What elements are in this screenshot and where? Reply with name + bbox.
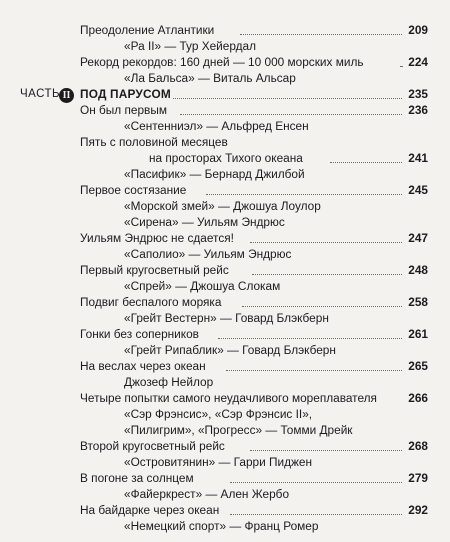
page-number: 248 bbox=[408, 263, 428, 277]
entry-title: Он был первым bbox=[80, 103, 167, 117]
part-title: ПОД ПАРУСОМ bbox=[80, 87, 171, 101]
entry-subtitle: «Грейт Рипаблик» — Говард Блэкберн bbox=[124, 343, 336, 357]
page-number: 235 bbox=[408, 87, 428, 101]
toc-entry-subtitle bbox=[0, 198, 450, 214]
entry-title: Преодоление Атлантики bbox=[80, 23, 215, 37]
page-number: 241 bbox=[408, 151, 428, 165]
toc-entry-subtitle bbox=[0, 374, 450, 390]
toc-entry-subtitle bbox=[0, 454, 450, 470]
part-heading bbox=[0, 86, 450, 102]
toc-entry-subtitle bbox=[0, 486, 450, 502]
toc-entry bbox=[0, 326, 450, 342]
toc-entry-subtitle bbox=[0, 246, 450, 262]
dot-leader bbox=[206, 194, 402, 195]
toc-entry bbox=[0, 438, 450, 454]
toc-entry bbox=[0, 358, 450, 374]
toc-entry-continued bbox=[0, 150, 450, 166]
dot-leader bbox=[250, 450, 402, 451]
toc-entry-subtitle bbox=[0, 278, 450, 294]
toc-entry bbox=[0, 470, 450, 486]
dot-leader bbox=[252, 274, 402, 275]
entry-subtitle: «Сэр Фрэнсис», «Сэр Фрэнсис II», bbox=[124, 407, 313, 421]
entry-subtitle: «Пилигрим», «Прогресс» — Томми Дрейк bbox=[124, 423, 353, 437]
toc-entry-subtitle bbox=[0, 38, 450, 54]
entry-subtitle: Джозеф Нейлор bbox=[124, 375, 214, 389]
entry-title: На байдарке через океан bbox=[80, 503, 220, 517]
page-number: 209 bbox=[408, 23, 428, 37]
entry-subtitle: «Грейт Вестерн» — Говард Блэкберн bbox=[124, 311, 329, 325]
entry-title-continued: на просторах Тихого океана bbox=[149, 151, 303, 165]
entry-subtitle: «Ра II» — Тур Хейердал bbox=[124, 39, 257, 53]
entry-subtitle: «Спрей» — Джошуа Слокам bbox=[124, 279, 281, 293]
page-number: 292 bbox=[408, 503, 428, 517]
toc-entry bbox=[0, 102, 450, 118]
dot-leader bbox=[400, 66, 402, 67]
dot-leader bbox=[242, 306, 402, 307]
page-number: 247 bbox=[408, 231, 428, 245]
part-number-badge: II bbox=[59, 88, 74, 103]
entry-title: Рекорд рекордов: 160 дней — 10 000 морских миль bbox=[80, 55, 364, 69]
dot-leader bbox=[250, 242, 402, 243]
entry-subtitle: «Островитянин» — Гарри Пиджен bbox=[124, 455, 313, 469]
toc-entry bbox=[0, 134, 450, 150]
toc-entry-subtitle bbox=[0, 518, 450, 534]
page-number: 258 bbox=[408, 295, 428, 309]
page-number: 268 bbox=[408, 439, 428, 453]
dot-leader bbox=[330, 162, 402, 163]
entry-title: Пять с половиной месяцев bbox=[80, 135, 228, 149]
part-label: ЧАСТЬ bbox=[20, 88, 61, 100]
dot-leader bbox=[240, 34, 402, 35]
entry-subtitle: «Сентенниэл» — Альфред Енсен bbox=[124, 119, 309, 133]
dot-leader bbox=[230, 482, 402, 483]
entry-subtitle: «Сирена» — Уильям Эндрюс bbox=[124, 215, 285, 229]
toc-entry bbox=[0, 54, 450, 70]
toc-entry bbox=[0, 294, 450, 310]
page-number: 279 bbox=[408, 471, 428, 485]
toc-entry bbox=[0, 22, 450, 38]
entry-subtitle: «Морской змей» — Джошуа Лоулор bbox=[124, 199, 321, 213]
entry-title: Второй кругосветный рейс bbox=[80, 439, 225, 453]
entry-subtitle: «Файеркрест» — Ален Жербо bbox=[124, 487, 290, 501]
page-number: 224 bbox=[408, 55, 428, 69]
page-number: 261 bbox=[408, 327, 428, 341]
entry-title: Первый кругосветный рейс bbox=[80, 263, 229, 277]
toc-entry-subtitle bbox=[0, 70, 450, 86]
entry-subtitle: «Пасифик» — Бернард Джилбой bbox=[124, 167, 305, 181]
entry-title: Гонки без соперников bbox=[80, 327, 199, 341]
toc-entry bbox=[0, 390, 450, 406]
dot-leader bbox=[166, 98, 402, 99]
toc-entry-subtitle bbox=[0, 422, 450, 438]
page-number: 245 bbox=[408, 183, 428, 197]
entry-title: Первое состязание bbox=[80, 183, 187, 197]
toc-entry-subtitle bbox=[0, 342, 450, 358]
toc-entry-subtitle bbox=[0, 406, 450, 422]
dot-leader bbox=[218, 338, 402, 339]
dot-leader bbox=[180, 114, 402, 115]
toc-entry bbox=[0, 262, 450, 278]
toc-entry-subtitle bbox=[0, 310, 450, 326]
toc-entry-subtitle bbox=[0, 118, 450, 134]
toc-entry-subtitle bbox=[0, 166, 450, 182]
dot-leader bbox=[226, 370, 402, 371]
toc-entry bbox=[0, 230, 450, 246]
entry-title: В погоне за солнцем bbox=[80, 471, 194, 485]
entry-subtitle: «Немецкий спорт» — Франц Ромер bbox=[124, 519, 319, 533]
entry-subtitle: «Саполио» — Уильям Эндрюс bbox=[124, 247, 292, 261]
entry-title: Подвиг беспалого моряка bbox=[80, 295, 222, 309]
entry-title: Четыре попытки самого неудачливого мореплавателя bbox=[80, 391, 377, 405]
dot-leader bbox=[230, 514, 402, 515]
toc-entry bbox=[0, 502, 450, 518]
entry-title: Уильям Эндрюс не сдается! bbox=[80, 231, 234, 245]
page-number: 266 bbox=[408, 391, 428, 405]
page-number: 265 bbox=[408, 359, 428, 373]
toc-entry-subtitle bbox=[0, 214, 450, 230]
page-number: 236 bbox=[408, 103, 428, 117]
toc-entry bbox=[0, 182, 450, 198]
entry-title: На веслах через океан bbox=[80, 359, 206, 373]
entry-subtitle: «Ла Бальса» — Виталь Альсар bbox=[124, 71, 296, 85]
